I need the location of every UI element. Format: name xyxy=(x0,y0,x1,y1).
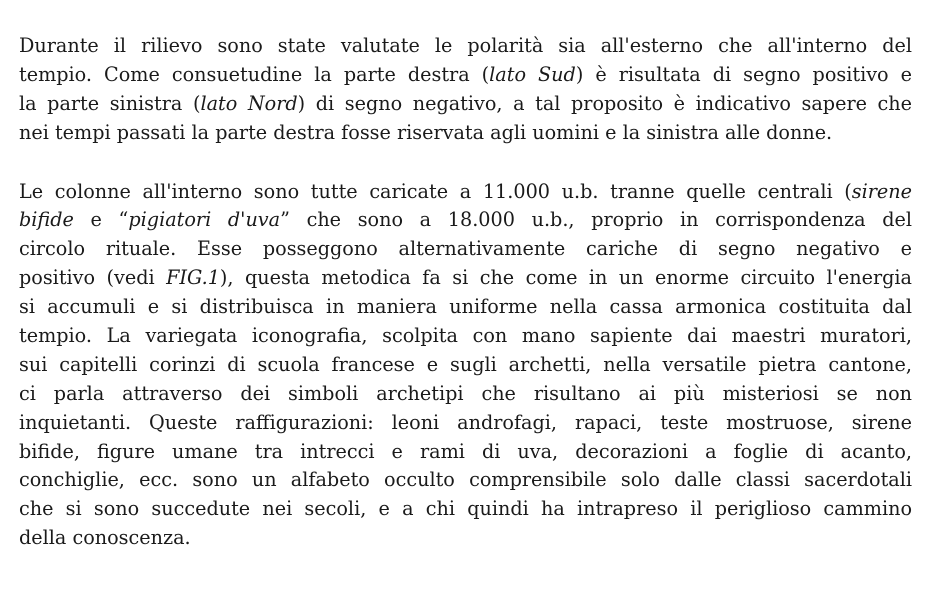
text-line xyxy=(19,32,912,61)
italic-text: lato Nord xyxy=(200,91,298,115)
text-line xyxy=(19,119,912,148)
text-line xyxy=(19,61,912,90)
italic-text: sirene xyxy=(851,179,912,203)
text-line xyxy=(19,293,912,322)
text-line xyxy=(19,524,912,553)
italic-text: FIG.1 xyxy=(166,266,220,290)
text-segment: la parte sinistra ( xyxy=(19,91,201,115)
text-line xyxy=(19,380,912,409)
text-segment: ), questa metodica fa si che come in un enorme circuito l'energia xyxy=(219,266,913,290)
text-line xyxy=(19,206,912,235)
text-line xyxy=(19,235,912,264)
italic-text: lato Sud xyxy=(489,62,576,86)
text-segment: Durante il rilievo sono state valutate le polarità sia all'esterno che all'interno del xyxy=(19,34,912,57)
text-line xyxy=(19,409,912,438)
paragraph-columns xyxy=(19,178,912,554)
text-segment: circolo rituale. Esse posseggono alternativamente cariche di segno negativo e xyxy=(19,237,912,261)
text-segment: ” che sono a 18.000 u.b., proprio in corrispondenza del xyxy=(280,208,912,232)
text-segment: positivo (vedi xyxy=(19,266,167,290)
text-segment: che si sono succedute nei secoli, e a chi quindi ha intrapreso il periglioso cammino xyxy=(19,497,912,521)
italic-text: pigiatori d'uva xyxy=(128,208,281,232)
text-segment: bifide, figure umane tra intrecci e rami di uva, decorazioni a foglie di acanto, xyxy=(19,439,912,463)
text-line xyxy=(19,264,912,293)
text-segment: ) di segno negativo, a tal proposito è indicativo sapere che xyxy=(297,91,913,115)
text-line xyxy=(19,178,912,207)
text-line xyxy=(19,90,912,119)
text-segment: della conoscenza. xyxy=(19,526,191,550)
paragraph-polarity xyxy=(19,32,912,148)
text-line xyxy=(19,322,912,351)
text-segment: si accumuli e si distribuisca in maniera uniforme nella cassa armonica costituita dal xyxy=(19,295,912,319)
text-segment: nei tempi passati la parte destra fosse riservata agli uomini e la sinistra alle donne. xyxy=(19,120,833,144)
text-line xyxy=(19,438,912,467)
document-body xyxy=(19,32,912,553)
text-line xyxy=(19,466,912,495)
text-segment: tempio. La variegata iconografia, scolpita con mano sapiente dai maestri muratori, xyxy=(19,324,912,348)
text-line xyxy=(19,351,912,380)
text-segment: sui capitelli corinzi di scuola francese e sugli archetti, nella versatile pietra cantone, xyxy=(19,352,912,376)
text-segment: tempio. Come consuetudine la parte destra ( xyxy=(19,62,490,86)
text-segment: inquietanti. Queste raffigurazioni: leoni androfagi, rapaci, teste mostruose, sirene xyxy=(19,410,912,434)
italic-text: bifide xyxy=(19,208,74,232)
text-segment: Le colonne all'interno sono tutte caricate a 11.000 u.b. tranne quelle centrali ( xyxy=(19,179,852,203)
text-line xyxy=(19,495,912,524)
text-segment: e “ xyxy=(73,208,129,232)
text-segment: ) è risultata di segno positivo e xyxy=(575,62,912,86)
text-segment: ci parla attraverso dei simboli archetipi che risultano ai più misteriosi se non xyxy=(19,381,912,405)
text-segment: conchiglie, ecc. sono un alfabeto occulto comprensibile solo dalle classi sacerdotali xyxy=(19,468,912,492)
